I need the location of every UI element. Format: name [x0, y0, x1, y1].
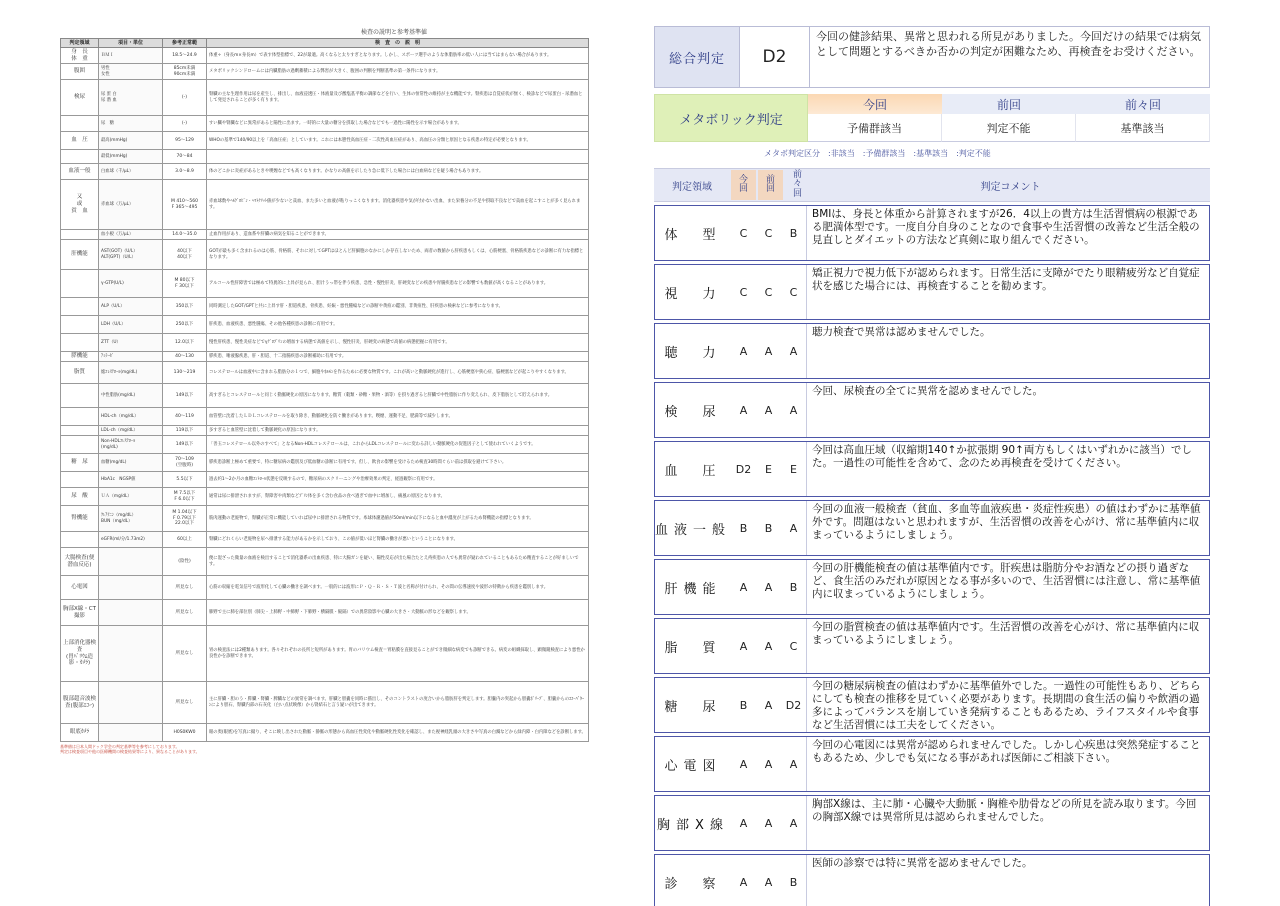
- judgment-row: [654, 264, 1210, 320]
- reference-item: 最低(mmHg): [99, 150, 163, 164]
- judgment-comment: 今回は高血圧域（収縮期140↑か拡張期 90↑両方もしくはいずれかに該当）でした。一過性の可能性を含めて、念のため再検査を受けてください。: [806, 442, 1209, 496]
- judgment-comment: 今回の脂質検査の値は基準値内です。生活習慣の改善を心がけ、常に基準値内に収まっているようにしましょう。: [806, 619, 1209, 673]
- reference-standard: 所見なし: [163, 626, 207, 682]
- reference-row: [61, 116, 589, 132]
- judgment-rows: [654, 205, 1210, 906]
- reference-item: ＵＡ（mg/dL）: [99, 488, 163, 506]
- reference-standard: (陰性): [163, 548, 207, 576]
- reference-item: 血糖(mg/dL): [99, 454, 163, 472]
- reference-standard: 350以下: [163, 298, 207, 316]
- reference-item: [99, 682, 163, 724]
- reference-description: アルコール性肝障害では極めて特異的に上昇が見られ、胆汁うっ帯を伴う疾患、急性・慢性肝炎、肝硬変などの疾患や胃腸疾患などの影響でも数値が高くなることがあります。: [207, 270, 589, 298]
- reference-title: 検査の説明と参考基準値: [360, 29, 427, 36]
- judgment-comment: 今回の肝機能検査の値は基準値内です。肝疾患は脂肪分やお酒などの摂り過ぎなど、食生活のみだれが原因となる事が多いので、生活習慣には注意し、常に基準値内に収まっているようにしましょう。: [806, 560, 1209, 614]
- reference-description: 主に肝臓・胆のう・膵臓・腎臓・脾臓などの異常を調べます。肝臓と胆嚢を同時に描出し、そのコントラストの度合いから脂肪肝を判定します。胆嚢内の突起から胆嚢ﾎﾟﾘｰﾌﾟ、胆嚢からのｴｺｰﾊﾟﾀｰﾝにより胆石、腎臓内部の石灰化（白い点状映像）から腎結石と言う疑いが出てきます。: [207, 682, 589, 724]
- judgment-area: 聴 力: [664, 345, 722, 361]
- grade-previous: A: [764, 816, 773, 830]
- judgment-comment: 矯正視力で視力低下が認められます。日常生活に支障がでたり眼精疲労など自覚症状を感じた場合には、再検査することを勧めます。: [806, 265, 1209, 319]
- reference-area: 腹囲: [61, 64, 99, 80]
- header-area: 判定領域: [61, 39, 99, 48]
- reference-header-row: [61, 39, 589, 48]
- reference-description: 胃の検査法には2種類あります。各々それぞれの長所と短所があります。胃のバリウム検査＝胃粘膜を直接見ることができ微細な病変でも診断できる。病変の組織採取し、顕微鏡検査により悪性か良性かを診断できます。: [207, 626, 589, 682]
- reference-standard: H0S0KW0: [163, 724, 207, 742]
- reference-description: 体のどこかに炎症があるときや喫煙などでも高くなります。かなりの高値を示したり急に低下した場合には白血病などを疑う場合もあります。: [207, 164, 589, 180]
- reference-item: γ-GTP(U/L): [99, 270, 163, 298]
- reference-standard: (-): [163, 116, 207, 132]
- judgment-area: 検 尿: [664, 404, 722, 420]
- grade-before-previous: B: [789, 875, 798, 889]
- reference-item: 総ｺﾚｽﾃﾛｰﾙ(mg/dL): [99, 362, 163, 384]
- grade-current: A: [739, 816, 748, 830]
- reference-row: [61, 240, 589, 270]
- grade-previous: A: [764, 344, 773, 358]
- reference-standard: 149以下: [163, 436, 207, 454]
- judgment-area: 肝機能: [664, 581, 722, 597]
- judgment-row: [654, 441, 1210, 497]
- reference-row: [61, 180, 589, 230]
- judgment-comment: 今回の心電図には異常が認められませんでした。しかし心疾患は突然発症することもあるため、少しでも気になる事があれば医師にご相談下さい。: [806, 737, 1209, 791]
- reference-row: [61, 362, 589, 384]
- reference-description: 肺野で主に肺を部位別（肺尖・上肺野・中肺野・下肺野・横隔膜・縦隔）での異常陰影や心臓の大きさ・大動脈の形などを観察します。: [207, 600, 589, 626]
- reference-row: [61, 150, 589, 164]
- grade-previous: A: [764, 698, 773, 712]
- metabolic-value-current: 予備群該当: [808, 114, 942, 142]
- metabolic-header-before-previous: 前々回: [1076, 94, 1210, 114]
- reference-description: 過去約1〜2か月の血糖ｺﾝﾄﾛｰﾙ状態を反映するので、糖尿病のスクリーニングや治療効果の判定、経過観察に有用です。: [207, 472, 589, 488]
- grade-current: B: [739, 521, 748, 535]
- reference-row: [61, 352, 589, 362]
- result-sheet: [654, 26, 1210, 892]
- reference-standard: 250以下: [163, 316, 207, 334]
- reference-row: [61, 576, 589, 600]
- reference-area: 尿 酸: [61, 488, 99, 506]
- reference-area: 上部消化器検査 (胃ﾊﾞﾘｳﾑ造影・ｶﾒﾗ): [61, 626, 99, 682]
- reference-item: [99, 724, 163, 742]
- reference-standard: 5.5以下: [163, 472, 207, 488]
- grade-before-previous: A: [789, 521, 798, 535]
- reference-item: 最高(mmHg): [99, 132, 163, 150]
- metabolic-judgment: [654, 94, 1210, 142]
- header-description: 検 査 の 説 明: [207, 39, 589, 48]
- reference-standard: 所見なし: [163, 576, 207, 600]
- reference-area: 脂質: [61, 362, 99, 384]
- reference-row: [61, 316, 589, 334]
- grade-previous: A: [764, 403, 773, 417]
- reference-item: LDH（U/L）: [99, 316, 163, 334]
- reference-item: [99, 576, 163, 600]
- reference-description: すい臓や腎臓などに異常があると陽性に出ます。一時的に大量の糖分を摂取した場合などでも一過性に陽性を示す場合があります。: [207, 116, 589, 132]
- reference-row: [61, 454, 589, 472]
- reference-item: Non-HDLｺﾚｽﾃﾛｰﾙ (mg/dL): [99, 436, 163, 454]
- reference-area: [61, 408, 99, 426]
- reference-description: 体重÷（身長m×身長m）で表す体型指標で、22が最適。高くなると太りすぎとなります。しかし、スポーツ選手のような体脂肪率の低い人には当てはまらない場合があります。: [207, 48, 589, 64]
- metabolic-value-before-previous: 基準該当: [1076, 114, 1210, 142]
- reference-description: 「善玉コレステロール以外のすべて」となるNon-HDLコレステロールは、これからLDLコレステロールに変わる詳しい動脈硬化の促進因子として使われていくようです。: [207, 436, 589, 454]
- reference-row: [61, 270, 589, 298]
- reference-row: [61, 164, 589, 180]
- judgment-header: [654, 168, 1210, 202]
- reference-area: 眼底ｶﾒﾗ: [61, 724, 99, 742]
- reference-row: [61, 48, 589, 64]
- grade-current: D2: [735, 462, 752, 476]
- reference-description: 通常は尿に排泄されますが、腎障害や肉類などﾌﾟﾘﾝ体を多く含む食品の食べ過ぎで血中に増加し、痛風の原因となります。: [207, 488, 589, 506]
- judgment-comment: 聴力検査で異常は認めませんでした。: [806, 324, 1209, 378]
- grade-before-previous: E: [790, 462, 797, 476]
- judgment-header-before-previous: 前 々 回: [785, 170, 810, 200]
- reference-row: [61, 80, 589, 116]
- metabolic-value-previous: 判定不能: [942, 114, 1076, 142]
- reference-description: 多すぎると血管壁に沈着して動脈硬化の原因になります。: [207, 426, 589, 436]
- grade-before-previous: C: [789, 285, 798, 299]
- reference-area: 大腸検査(便潜血反応): [61, 548, 99, 576]
- metabolic-header-current: 今回: [808, 94, 942, 114]
- reference-item: LDL-ch（mg/dL）: [99, 426, 163, 436]
- reference-row: [61, 472, 589, 488]
- reference-item: [99, 548, 163, 576]
- reference-description: 腎臓にどれくらい老廃物を尿へ排泄する能力があるかを示しており、この値が低いほど腎臓の働きが悪いということになります。: [207, 532, 589, 548]
- reference-description: 膵疾患、唾液腺疾患、肝・胆道、十二指腸疾患の診断補助に有用です。: [207, 352, 589, 362]
- grade-previous: A: [764, 875, 773, 889]
- metabolic-label: メタボリック判定: [654, 94, 808, 142]
- grade-before-previous: A: [789, 816, 798, 830]
- reference-table: [60, 38, 589, 742]
- reference-row: [61, 626, 589, 682]
- judgment-row: [654, 382, 1210, 438]
- reference-area: 血液一般: [61, 164, 99, 180]
- reference-sheet: [60, 28, 588, 828]
- reference-item: 男性 女性: [99, 64, 163, 80]
- grade-before-previous: A: [789, 403, 798, 417]
- reference-standard: 119以下: [163, 426, 207, 436]
- reference-item: 血小板（万/μL）: [99, 230, 163, 240]
- reference-description: 慢性肝疾患、慢性炎症などでγｸﾞﾛﾌﾞﾘﾝの増加する病態で高値を示し、慢性肝炎、肝硬変の病態で高値の病態把握に有用です。: [207, 334, 589, 352]
- grade-current: A: [739, 875, 748, 889]
- reference-row: [61, 506, 589, 532]
- judgment-row: [654, 677, 1210, 733]
- reference-description: 眼の奥(眼底)を写真に撮り、そこに映し出された動脈・静脈の形態から高血圧性変化や動脈硬化性変化を確認し、また視神経乳頭の大きさや写真の白濁などから緑内障・白内障などを診断します。: [207, 724, 589, 742]
- judgment-header-previous: 前 回: [758, 170, 783, 200]
- reference-standard: 40〜130: [163, 352, 207, 362]
- grade-previous: C: [764, 285, 773, 299]
- grade-current: A: [739, 580, 748, 594]
- reference-row: [61, 488, 589, 506]
- judgment-area: 脂 質: [664, 640, 722, 656]
- reference-item: ｸﾚｱﾁﾆﾝ（mg/dL） BUN（mg/dL）: [99, 506, 163, 532]
- reference-standard: 3.0〜8.9: [163, 164, 207, 180]
- reference-standard: 85cm未満 90cm未満: [163, 64, 207, 80]
- reference-row: [61, 724, 589, 742]
- reference-standard: 130〜219: [163, 362, 207, 384]
- judgment-row: [654, 559, 1210, 615]
- judgment-area: 血 圧: [664, 463, 722, 479]
- reference-row: [61, 600, 589, 626]
- judgment-area: 診 察: [664, 876, 722, 892]
- reference-description: コレステロールは血液中に含まれる脂肪分の１つで、細胞やﾎﾙﾓﾝを作るために必要な物質です。これが高いと動脈硬化が進行し、心筋梗塞や狭心症、脳梗塞などが起こりやすくなります。: [207, 362, 589, 384]
- reference-standard: 40〜119: [163, 408, 207, 426]
- grade-current: B: [739, 698, 748, 712]
- grade-current: C: [739, 226, 748, 240]
- reference-standard: 12.0以下: [163, 334, 207, 352]
- judgment-area: 心電図: [664, 758, 722, 774]
- reference-item: 白血球（千/μL）: [99, 164, 163, 180]
- reference-standard: 所見なし: [163, 682, 207, 724]
- reference-description: 膵疾患診断上極めて重要で、特に糖尿病の鑑別及び低血糖の診断に有用です。但し、飲食の影響を受けるため検査30時間ぐらい前は摂取を避けて下さい。: [207, 454, 589, 472]
- reference-description: 腎臓の主な生理作用は尿を産生し、排出し、血液浸透圧・体液量及び酸塩基平衡の調節などを行い、生体の恒常性の維持が主な機能です。腎疾患は自覚症状が無く、検診などで尿蛋白・尿潜血として発見されることが多く有ります。: [207, 80, 589, 116]
- reference-standard: 所見なし: [163, 600, 207, 626]
- judgment-area: 体 型: [664, 227, 722, 243]
- reference-area: 膵機能: [61, 352, 99, 362]
- reference-area: 身 長 体 重: [61, 48, 99, 64]
- reference-area: 腹部超音波検査(腹部ｴｺｰ): [61, 682, 99, 724]
- grade-previous: C: [764, 226, 773, 240]
- reference-standard: 95〜129: [163, 132, 207, 150]
- reference-description: 止血作用があり、造血系や肝臓の病気を知ることができます。: [207, 230, 589, 240]
- grade-before-previous: D2: [785, 698, 802, 712]
- reference-item: ｱﾐﾗｰｾﾞ: [99, 352, 163, 362]
- reference-item: ZTT（U）: [99, 334, 163, 352]
- grade-previous: B: [764, 521, 773, 535]
- judgment-row: [654, 736, 1210, 792]
- reference-row: [61, 334, 589, 352]
- judgment-comment: 胸部X線は、主に肺・心臓や大動脈・胸椎や肋骨などの所見を読み取ります。今回の胸部X線では異常所見は認められませんでした。: [806, 796, 1209, 850]
- judgment-row: [654, 500, 1210, 556]
- reference-standard: M 7.5以下 F 6.0以下: [163, 488, 207, 506]
- reference-row: [61, 384, 589, 408]
- judgment-comment: BMIは、身長と体重から計算されますが26．4以上の貴方は生活習慣病の根源である肥満体型です。一度自分自身のことなので食事や生活習慣の改善など生活全般の見直しとダイエットの方法など真剣に取り組んでください。: [806, 206, 1209, 260]
- overall-judgment-value: D2: [739, 27, 809, 87]
- reference-area: [61, 298, 99, 316]
- reference-row: [61, 132, 589, 150]
- reference-area: [61, 384, 99, 408]
- reference-standard: 60以上: [163, 532, 207, 548]
- reference-row: [61, 64, 589, 80]
- reference-row: [61, 408, 589, 426]
- reference-item: [99, 600, 163, 626]
- reference-area: [61, 532, 99, 548]
- judgment-area: 胸部X線: [657, 817, 729, 833]
- judgment-comment: 今回、尿検査の全てに異常を認めませんでした。: [806, 383, 1209, 437]
- reference-area: [61, 270, 99, 298]
- judgment-comment: 今回の血液一般検査（貧血、多血等血液疾患・炎症性疾患）の値はわずかに基準値外です。問題はないと思われますが、生活習慣の改善を心がけ、常に基準値内に収まっているようにしましょう。: [806, 501, 1209, 555]
- reference-description: 同時測定したGOT/GPTと共に上昇す肝・胆道疾患、骨疾患、妊娠・悪性腫瘍などの診断や黄疸の鑑別、非黄疸性、肝疾患の検索などに参考になります。: [207, 298, 589, 316]
- grade-before-previous: B: [789, 580, 798, 594]
- reference-area: [61, 426, 99, 436]
- reference-standard: 14.0〜35.0: [163, 230, 207, 240]
- judgment-comment: 今回の糖尿病検査の値はわずかに基準値外でした。一過性の可能性もあり、どちらにしても検査の推移を見ていく必要があります。長期間の食生活の偏りや飲酒の過多によってバランスを崩していき発病することもあるため、ライフスタイルや食事など生活習慣には工夫をしてください。: [806, 678, 1209, 732]
- reference-standard: 18.5〜24.9: [163, 48, 207, 64]
- grade-current: A: [739, 344, 748, 358]
- judgment-row: [654, 618, 1210, 674]
- reference-area: 糖 尿: [61, 454, 99, 472]
- judgment-area: 血液一般: [655, 522, 732, 538]
- reference-area: 検尿: [61, 80, 99, 116]
- reference-area: [61, 116, 99, 132]
- grade-previous: A: [764, 757, 773, 771]
- reference-row: [61, 230, 589, 240]
- grade-previous: A: [764, 580, 773, 594]
- reference-description: WHOの基準で140/90以上を「高血圧症」としています。これには本態性高血圧症・二次性高血圧症があり、高血圧の分類と原因となる疾患の特定が必要となります。: [207, 132, 589, 150]
- reference-area: 心電図: [61, 576, 99, 600]
- judgment-row: [654, 795, 1210, 851]
- reference-item: AST(GOT)（U/L） ALT(GPT)（U/L）: [99, 240, 163, 270]
- reference-standard: 149以下: [163, 384, 207, 408]
- header-item: 項目・単位: [99, 39, 163, 48]
- grade-current: C: [739, 285, 748, 299]
- reference-footnote: 基準値は日本人間ドック学会の判定基準等を参考にしております。 判定は検査項目や他の医療機関の検査結果等により、異なることがあります。: [60, 744, 200, 755]
- reference-area: [61, 316, 99, 334]
- reference-row: [61, 532, 589, 548]
- reference-row: [61, 548, 589, 576]
- reference-area: [61, 436, 99, 454]
- grade-previous: E: [765, 462, 772, 476]
- grade-current: A: [739, 403, 748, 417]
- grade-before-previous: B: [789, 226, 798, 240]
- reference-area: [61, 472, 99, 488]
- header-standard: 参考正常範: [163, 39, 207, 48]
- reference-description: [207, 150, 589, 164]
- reference-item: ALP（U/L）: [99, 298, 163, 316]
- reference-item: HDL-ch（mg/dL）: [99, 408, 163, 426]
- reference-description: GOTが最も多く含まれるのは心筋、骨格筋、それに対してGPTはほとんど肝細胞のなかにしか存在しないため、両者の数値から肝疾患もしくは、心筋梗塞、骨格筋疾患などの診断に有力な指標となります。: [207, 240, 589, 270]
- grade-previous: A: [764, 639, 773, 653]
- grade-before-previous: A: [789, 757, 798, 771]
- grade-before-previous: A: [789, 344, 798, 358]
- reference-description: メタボリックシンドロームには内臓脂肪の過剰蓄積による弊害が大きく、腹囲の判断を判断基準の第一条件になります。: [207, 64, 589, 80]
- reference-item: 中性脂肪(mg/dL): [99, 384, 163, 408]
- judgment-header-current: 今 回: [731, 170, 756, 200]
- grade-current: A: [739, 757, 748, 771]
- reference-area: [61, 150, 99, 164]
- judgment-header-area: 判定領域: [672, 181, 712, 193]
- judgment-area: 視 力: [664, 286, 722, 302]
- reference-item: [99, 626, 163, 682]
- reference-description: 心筋の収縮を電気信号で波形化して心臓の働きを調べます。一般的には波形にＰ・Ｑ・Ｒ・Ｓ・Ｔ波と名称が付けられ、その間の伝導速度や波形の特徴から疾患を鑑別します。: [207, 576, 589, 600]
- reference-standard: M 1.04以下 F 0.79以下 22.0以下: [163, 506, 207, 532]
- reference-description: 赤血球数やﾍﾓｸﾞﾛﾋﾞﾝ・ﾍﾏﾄｸﾘｯﾄ値が少ないと貧血、また多いと血液が粘りっこくなります。消化器疾患や気が付かない出血、また栄養分の不足や摂取不良などで貧血を起こすことが多く見られます。: [207, 180, 589, 230]
- reference-area: 腎機能: [61, 506, 99, 532]
- reference-item: ＢＭＩ: [99, 48, 163, 64]
- reference-standard: 70〜84: [163, 150, 207, 164]
- reference-standard: M 410〜560 F 365〜495: [163, 180, 207, 230]
- judgment-header-comment: 判定コメント: [980, 181, 1041, 193]
- reference-description: 肝疾患、血液疾患、悪性腫瘍、その他各種疾患の診断に有用です。: [207, 316, 589, 334]
- reference-item: HbA1c NGSP値: [99, 472, 163, 488]
- judgment-area: 糖 尿: [664, 699, 722, 715]
- reference-item: eGFR(ml/分/1.73m2): [99, 532, 163, 548]
- reference-area: 又 或 貧 血: [61, 180, 99, 230]
- reference-row: [61, 426, 589, 436]
- judgment-row: [654, 854, 1210, 906]
- reference-description: 高すぎるとコレステロールと同じく動脈硬化の原因になります。糖質（穀類・砂糖・果物・酒等）を摂り過ぎると肝臓で中性脂肪に作り変えられ、皮下脂肪として貯えられます。: [207, 384, 589, 408]
- reference-description: 血管壁に沈着したＬＤＬコレステロールを取り除き、動脈硬化を防ぐ働きがあります。喫煙、運動不足、肥満等で減少します。: [207, 408, 589, 426]
- reference-item: 尿 糖: [99, 116, 163, 132]
- reference-area: 胸部X線・CT撮影: [61, 600, 99, 626]
- reference-row: [61, 298, 589, 316]
- reference-area: 血 圧: [61, 132, 99, 150]
- reference-description: 便に混ざった微量の血液を検出することで消化器系の出血疾患、特に大腸ガンを疑い、陽性反応が出た場合たとえ痔疾患の人でも異常が疑われていることもあるため精査することが好ましいです。: [207, 548, 589, 576]
- overall-judgment: [654, 26, 1210, 88]
- judgment-comment: 医師の診察では特に異常を認めませんでした。: [806, 855, 1209, 906]
- reference-area: [61, 334, 99, 352]
- grade-before-previous: C: [789, 639, 798, 653]
- reference-standard: (-): [163, 80, 207, 116]
- metabolic-header-previous: 前回: [942, 94, 1076, 114]
- overall-judgment-text: 今回の健診結果、異常と思われる所見がありました。今回だけの結果では病気として問題とするべきか否かの判定が困難なため、再検査をお受けください。: [809, 27, 1209, 87]
- reference-area: 肝機能: [61, 240, 99, 270]
- overall-judgment-label: 総合判定: [655, 27, 739, 87]
- reference-description: 筋肉運動の老廃物で、腎臓が正常に機能していれば尿中に排泄される物質です。糸球体濾過値が50ml/min以下になると血中濃度が上がるため腎機能の指標となります。: [207, 506, 589, 532]
- judgment-row: [654, 205, 1210, 261]
- judgment-row: [654, 323, 1210, 379]
- reference-area: [61, 230, 99, 240]
- reference-standard: 40以下 40以下: [163, 240, 207, 270]
- metabolic-legend: メタボ判定区分 :非該当 :予備群該当 :基準該当 :判定不能: [764, 149, 991, 158]
- reference-row: [61, 682, 589, 724]
- reference-standard: M 80以下 F 30以下: [163, 270, 207, 298]
- reference-row: [61, 436, 589, 454]
- reference-standard: 70〜109 (空腹時): [163, 454, 207, 472]
- reference-item: 尿 蛋 白 尿 潜 血: [99, 80, 163, 116]
- reference-item: 赤血球（万/μL）: [99, 180, 163, 230]
- grade-current: A: [739, 639, 748, 653]
